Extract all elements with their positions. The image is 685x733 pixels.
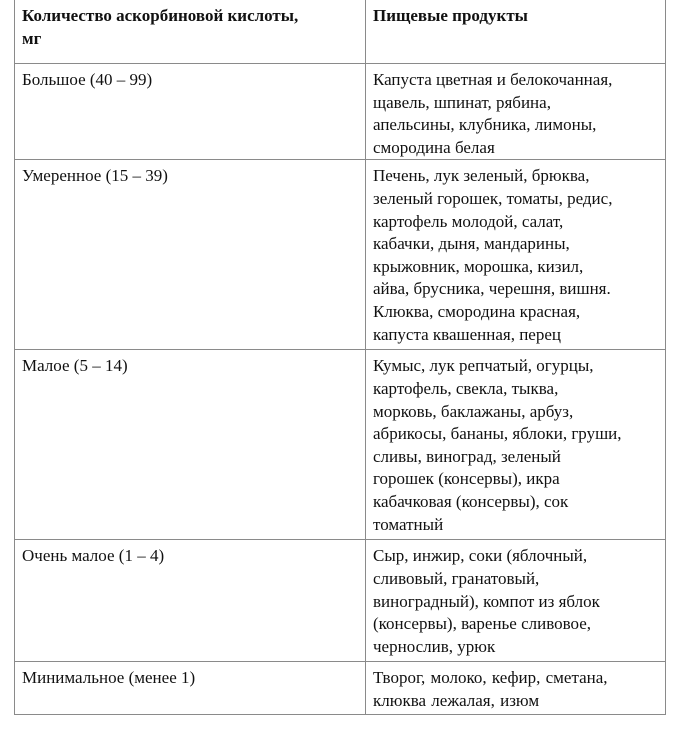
products-cell: Сыр, инжир, соки (яблочный, сливовый, гранатовый, виноградный), компот из яблок (консервы), варенье сливовое, чернослив, урюк <box>366 540 666 662</box>
header-products: Пищевые продукты <box>366 0 666 64</box>
amount-cell: Малое (5 – 14) <box>15 350 366 540</box>
table-row <box>15 64 666 160</box>
products-cell: Капуста цветная и белокочанная, щавель, шпинат, рябина, апельсины, клубника, лимоны, смородина белая <box>366 64 666 160</box>
amount-cell: Минимальное (менее 1) <box>15 662 366 715</box>
table-row <box>15 160 666 350</box>
amount-cell: Умеренное (15 – 39) <box>15 160 366 350</box>
ascorbic-acid-table <box>14 0 666 715</box>
amount-cell: Большое (40 – 99) <box>15 64 366 160</box>
table-row <box>15 350 666 540</box>
table-header-row <box>15 0 666 64</box>
products-cell: Творог, молоко, кефир, сметана, клюква лежалая, изюм <box>366 662 666 715</box>
table-row <box>15 540 666 662</box>
table-row <box>15 662 666 715</box>
header-amount: Количество аскорбиновой кислоты, мг <box>15 0 366 64</box>
products-cell: Печень, лук зеленый, брюква, зеленый горошек, томаты, редис, картофель молодой, салат, кабачки, дыня, мандарины, крыжовник, морошка, кизил, айва, брусника, черешня, вишня. Клюква, смородина красная, капуста квашенная, перец <box>366 160 666 350</box>
amount-cell: Очень малое (1 – 4) <box>15 540 366 662</box>
products-cell: Кумыс, лук репчатый, огурцы, картофель, свекла, тыква, морковь, баклажаны, арбуз, абрикосы, бананы, яблоки, груши, сливы, виноград, зеленый горошек (консервы), икра кабачковая (консервы), сок томатный <box>366 350 666 540</box>
